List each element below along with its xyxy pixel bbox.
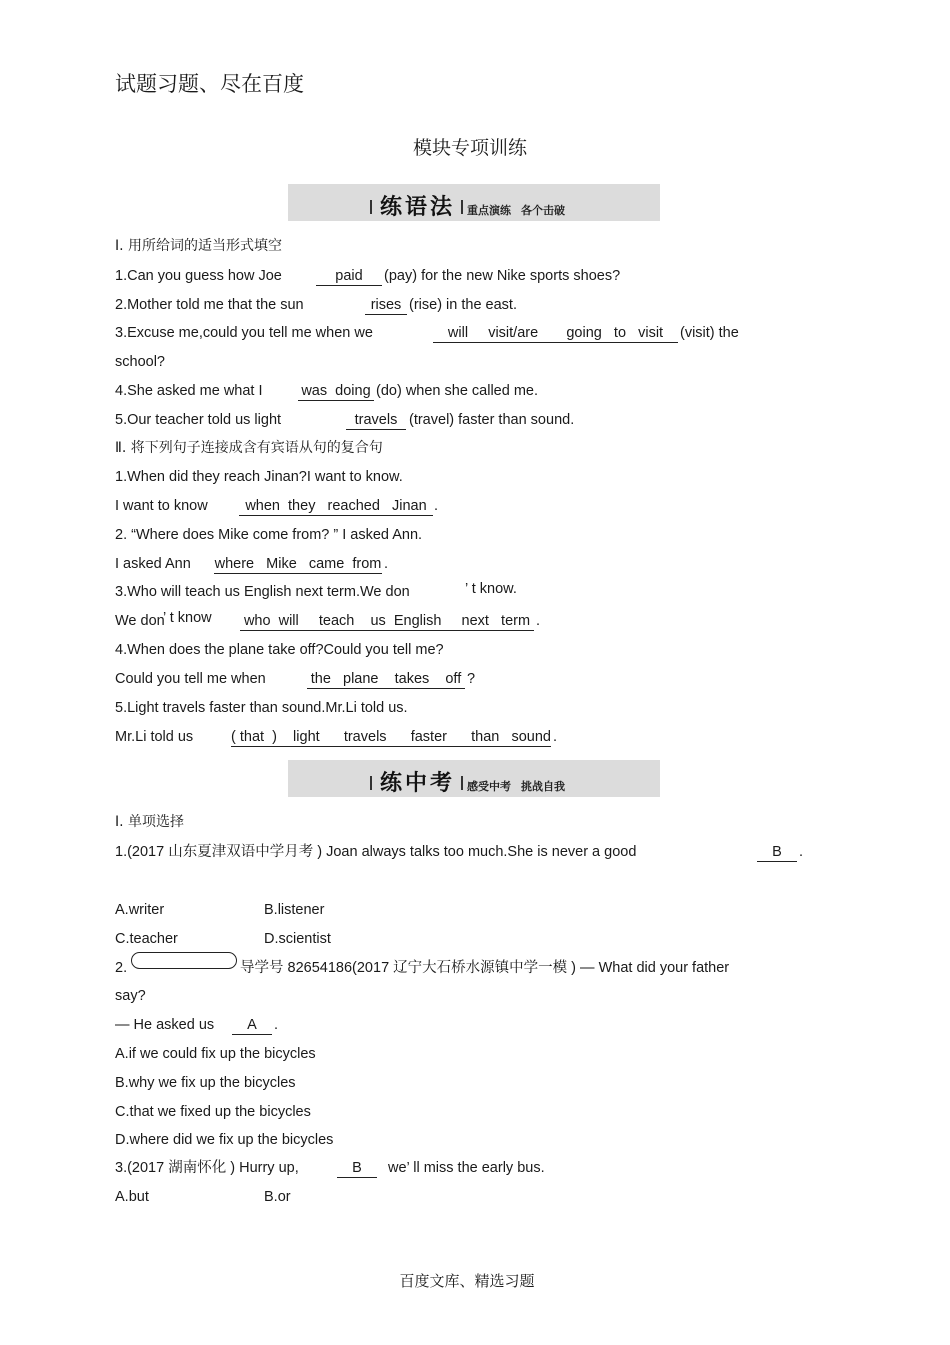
option-a: A.but <box>115 1189 149 1205</box>
question-text: school? <box>115 354 165 370</box>
answer-blank: the plane takes off <box>307 670 465 689</box>
banner-divider <box>461 776 463 790</box>
question-text: Mr.Li told us <box>115 729 194 745</box>
answer-blank: travels <box>346 411 406 430</box>
section-heading: Ⅰ. 单项选择 <box>115 814 185 830</box>
page-header: 试题习题、尽在百度 <box>115 72 304 96</box>
option-a: A.if we could fix up the bicycles <box>115 1046 316 1062</box>
option-b: B.listener <box>264 902 325 918</box>
question-text: . <box>799 844 804 860</box>
answer-blank: who will teach us English next term <box>240 612 534 631</box>
option-b: B.or <box>264 1189 291 1205</box>
banner-subtitle: 挑战自我 <box>521 780 566 793</box>
banner-title: 练语法 <box>380 194 456 220</box>
page-title: 模块专项训练 <box>412 137 527 159</box>
section-heading: Ⅱ. 将下列句子连接成含有宾语从句的复合句 <box>115 440 383 456</box>
page-footer: 百度文库、精选习题 <box>399 1272 535 1290</box>
question-text: (pay) for the new Nike sports shoes? <box>384 268 621 284</box>
question-text: Could you tell me when <box>115 671 266 687</box>
answer-blank: was doing <box>298 382 374 401</box>
question-text: . <box>434 498 439 514</box>
question-text: I want to know <box>115 498 208 514</box>
question-text: 3.(2017 湖南怀化 ) Hurry up, <box>115 1160 299 1176</box>
question-text: 2.Mother told me that the sun <box>115 297 304 313</box>
answer-blank: rises <box>365 296 407 315</box>
section-banner-grammar <box>288 184 660 221</box>
banner-title: 练中考 <box>380 770 456 796</box>
banner-divider <box>370 200 372 214</box>
question-text: 5.Our teacher told us light <box>115 412 282 428</box>
question-text: we’ ll miss the early bus. <box>388 1160 545 1176</box>
question-text: 5.Light travels faster than sound.Mr.Li told us. <box>115 700 408 716</box>
question-text: (visit) the <box>680 325 739 341</box>
banner-subtitle: 各个击破 <box>521 204 566 217</box>
banner-subtitle: 重点演练 <box>467 204 512 217</box>
question-text: ? <box>467 671 476 687</box>
banner-subtitle: 感受中考 <box>467 780 512 793</box>
section-heading: Ⅰ. 用所给词的适当形式填空 <box>115 238 283 254</box>
answer-blank: when they reached Jinan <box>239 497 433 516</box>
question-text: 4.She asked me what I <box>115 383 263 399</box>
question-text: 1.(2017 山东夏津双语中学月考 ) Joan always talks too much.She is never a good <box>115 844 637 860</box>
question-text: 3.Excuse me,could you tell me when we <box>115 325 373 341</box>
option-b: B.why we fix up the bicycles <box>115 1075 296 1091</box>
answer-blank: paid <box>316 267 382 286</box>
question-text: ’ t know <box>163 610 212 626</box>
question-text: say? <box>115 988 146 1004</box>
question-text: . <box>553 729 558 745</box>
banner-divider <box>461 200 463 214</box>
question-text: 3.Who will teach us English next term.We don <box>115 584 410 600</box>
section-banner-exam <box>288 760 660 797</box>
question-text: (do) when she called me. <box>376 383 538 399</box>
guide-number-oval <box>131 952 237 969</box>
banner-divider <box>370 776 372 790</box>
question-text: 1.Can you guess how Joe <box>115 268 282 284</box>
question-text: 4.When does the plane take off?Could you tell me? <box>115 642 444 658</box>
question-text: 2. “Where does Mike come from? ” I asked Ann. <box>115 527 423 543</box>
answer-blank: B <box>337 1159 377 1178</box>
question-text: We don <box>115 613 165 629</box>
question-text: . <box>384 556 389 572</box>
question-text: . <box>536 613 541 629</box>
question-text: 1.When did they reach Jinan?I want to know. <box>115 469 403 485</box>
answer-blank: ( that ) light travels faster than sound <box>231 729 551 745</box>
question-text: — He asked us <box>115 1017 215 1033</box>
option-d: D.scientist <box>264 931 331 947</box>
answer-blank: will visit/are going to visit <box>433 324 678 343</box>
question-text: ’ t know. <box>465 581 517 597</box>
question-text: I asked Ann <box>115 556 191 572</box>
answer-blank: B <box>757 843 797 862</box>
question-text: 导学号 82654186(2017 辽宁大石桥水源镇中学一模 ) — What did your father <box>240 960 730 976</box>
option-c: C.teacher <box>115 931 178 947</box>
question-text: (travel) faster than sound. <box>409 412 575 428</box>
question-number: 2. <box>115 960 128 976</box>
answer-blank: where Mike came from <box>214 556 382 572</box>
answer-blank: A <box>232 1016 272 1035</box>
option-a: A.writer <box>115 902 165 918</box>
question-text: . <box>274 1017 279 1033</box>
option-d: D.where did we fix up the bicycles <box>115 1132 334 1148</box>
question-text: (rise) in the east. <box>409 297 517 313</box>
option-c: C.that we fixed up the bicycles <box>115 1104 311 1120</box>
